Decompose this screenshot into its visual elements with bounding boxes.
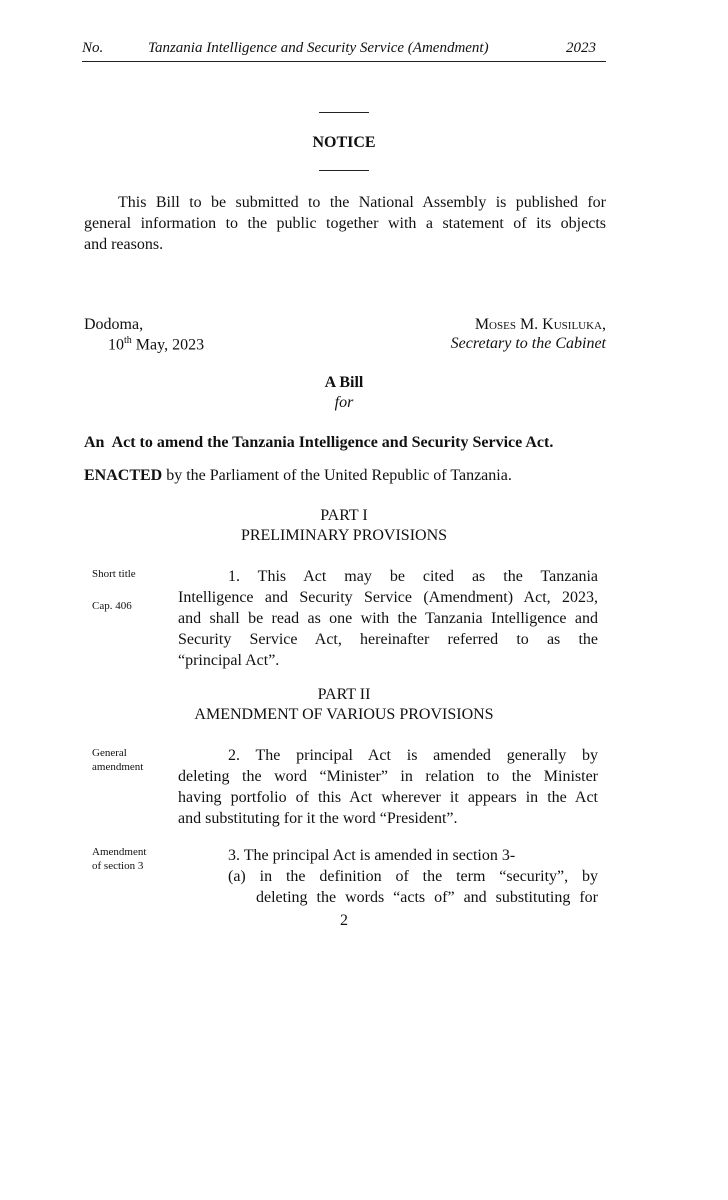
section-line: having portfolio of this Act wherever it appears in the Act bbox=[178, 789, 598, 806]
part-number: PART II bbox=[317, 686, 371, 703]
margin-note-line: General bbox=[92, 747, 127, 759]
part-number: PART I bbox=[320, 507, 368, 524]
section-line: Security Service Act, hereinafter referred to as the bbox=[178, 631, 598, 648]
section-1 bbox=[178, 566, 598, 671]
enacted-word: ENACTED bbox=[84, 467, 163, 484]
signature-place: Dodoma, bbox=[84, 316, 144, 333]
header-rule bbox=[82, 61, 606, 62]
header-title: Tanzania Intelligence and Security Service (Amendment) bbox=[148, 40, 489, 56]
section-line: 3. The principal Act is amended in section 3- bbox=[228, 847, 516, 864]
margin-note bbox=[92, 599, 132, 613]
notice-heading: NOTICE bbox=[312, 134, 376, 151]
section-3 bbox=[178, 845, 598, 908]
date-suffix: th bbox=[124, 335, 132, 346]
notice-paragraph bbox=[84, 192, 606, 255]
margin-note-line: Cap. 406 bbox=[92, 600, 132, 612]
section-line: Intelligence and Security Service (Amendment) Act, 2023, bbox=[178, 589, 598, 606]
enacting-formula bbox=[84, 467, 512, 485]
notice-line: and reasons. bbox=[84, 236, 164, 253]
margin-note bbox=[92, 746, 143, 774]
signature-date bbox=[108, 335, 204, 354]
section-2 bbox=[178, 745, 598, 829]
part-title: PRELIMINARY PROVISIONS bbox=[240, 527, 448, 544]
part-title: AMENDMENT OF VARIOUS PROVISIONS bbox=[194, 706, 494, 723]
date-day: 10 bbox=[108, 336, 124, 354]
section-line: and substituting for it the word “President”. bbox=[178, 810, 458, 827]
notice-line: This Bill to be submitted to the National Assembly is published for bbox=[118, 194, 606, 211]
section-line: and shall be read as one with the Tanzania Intelligence and bbox=[178, 610, 598, 627]
page-number: 2 bbox=[340, 912, 348, 929]
section-line: 2. The principal Act is amended generally by bbox=[228, 747, 598, 764]
bill-heading: A Bill bbox=[324, 374, 364, 391]
notice-rule-bottom bbox=[319, 170, 369, 171]
header-year: 2023 bbox=[566, 40, 596, 56]
bill-for: for bbox=[334, 394, 354, 411]
signature-title: Secretary to the Cabinet bbox=[450, 335, 606, 352]
margin-note-line: Amendment bbox=[92, 846, 147, 858]
header-number: No. bbox=[82, 40, 104, 56]
bill-long-title: An Act to amend the Tanzania Intelligence and Security Service Act. bbox=[84, 434, 554, 451]
signature-name bbox=[475, 316, 606, 334]
section-line: “principal Act”. bbox=[178, 652, 280, 669]
section-line: deleting the words “acts of” and substituting for bbox=[256, 889, 598, 906]
margin-note-line: Short title bbox=[92, 568, 136, 580]
margin-note bbox=[92, 567, 136, 581]
margin-note bbox=[92, 845, 146, 873]
enacted-rest: by the Parliament of the United Republic of Tanzania. bbox=[162, 467, 512, 484]
section-line: deleting the word “Minister” in relation to the Minister bbox=[178, 768, 598, 785]
margin-note-line: of section 3 bbox=[92, 860, 144, 872]
date-rest: May, 2023 bbox=[131, 336, 205, 354]
section-line: 1. This Act may be cited as the Tanzania bbox=[228, 568, 598, 585]
notice-rule-top bbox=[319, 112, 369, 113]
notice-line: general information to the public together with a statement of its objects bbox=[84, 215, 606, 232]
margin-note-line: amendment bbox=[92, 761, 144, 773]
signer-name: Moses M. Kusiluka, bbox=[474, 316, 606, 333]
section-line: (a) in the definition of the term “security”, by bbox=[228, 868, 598, 885]
